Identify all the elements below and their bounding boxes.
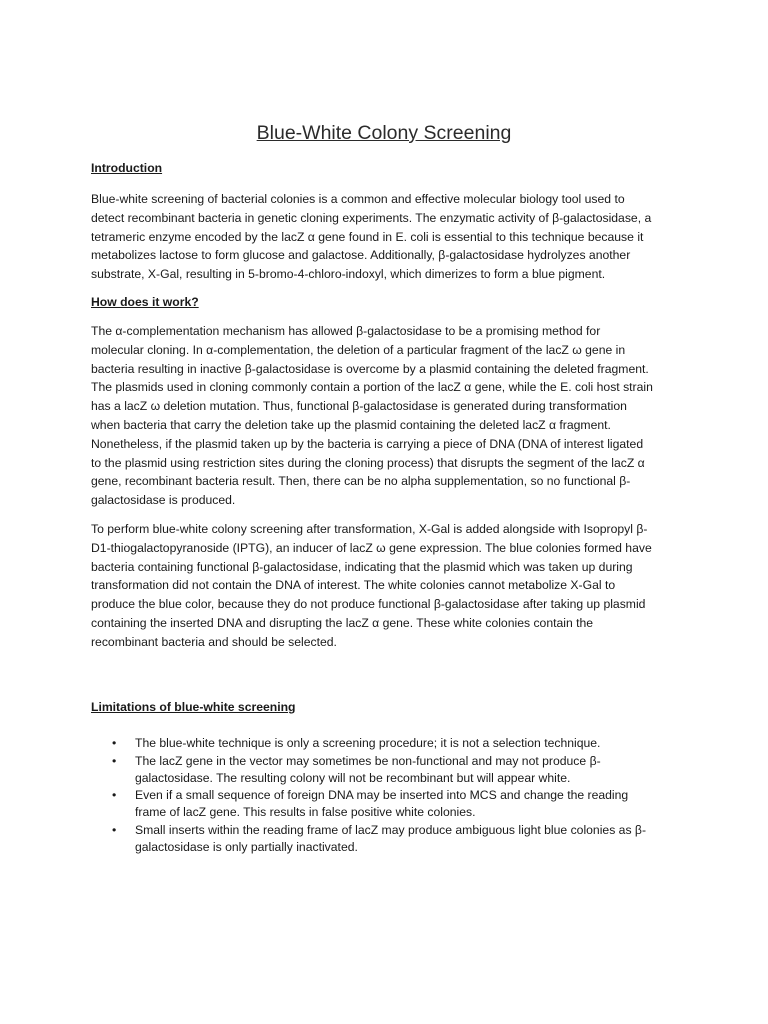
text-line: when bacteria that carry the deletion take up the plasmid containing the deleted lacZ α fragment. — [91, 417, 611, 432]
list-item — [91, 787, 691, 821]
limitations-list — [91, 735, 691, 856]
text-line: has a lacZ ω deletion mutation. Thus, functional β-galactosidase is generated during transformation — [91, 399, 627, 414]
text-line: To perform blue-white colony screening after transformation, X-Gal is added alongside with Isopropyl β- — [91, 522, 648, 536]
list-item — [91, 822, 691, 856]
text-line: The lacZ gene in the vector may sometimes be non-functional and may not produce β- — [135, 753, 601, 768]
text-line: recombinant bacteria and should be selected. — [91, 634, 337, 649]
text-line: gene, recombinant bacteria result. Then, there can be no alpha supplementation, so no functional β- — [91, 474, 631, 489]
list-item — [91, 735, 691, 752]
bullet-icon: • — [112, 822, 117, 837]
text-line: Small inserts within the reading frame of lacZ may produce ambiguous light blue colonies as β- — [135, 822, 647, 837]
list-item — [91, 753, 691, 787]
text-line: transformation did not contain the DNA of interest. The white colonies cannot metabolize X-Gal to — [91, 578, 616, 593]
introduction-paragraph — [91, 190, 681, 284]
text-line: galactosidase is only partially inactivated. — [135, 839, 358, 854]
bullet-icon: • — [112, 736, 117, 750]
how-it-works-paragraph-2 — [91, 520, 681, 652]
section-heading-introduction: Introduction — [91, 161, 163, 175]
text-line: substrate, X-Gal, resulting in 5-bromo-4-chloro-indoxyl, which dimerizes to form a blue pigment. — [91, 267, 606, 282]
text-line: tetrameric enzyme encoded by the lacZ α gene found in E. coli is essential to this technique because it — [91, 229, 644, 244]
text-line: Blue-white screening of bacterial colonies is a common and effective molecular biology tool used to — [91, 192, 625, 206]
text-line: molecular cloning. In α-complementation, the deletion of a particular fragment of the lacZ ω gene in — [91, 342, 626, 357]
text-line: to the plasmid using restriction sites during the cloning process) that disrupts the segment of the lacZ α — [91, 455, 645, 470]
document-title: Blue-White Colony Screening — [256, 122, 512, 144]
text-line: galactosidase. The resulting colony will not be recombinant but will appear white. — [135, 770, 571, 785]
section-heading-limitations: Limitations of blue-white screening — [91, 700, 296, 714]
text-line: galactosidase is produced. — [91, 493, 236, 508]
bullet-icon: • — [112, 788, 117, 802]
how-it-works-paragraph-1 — [91, 322, 681, 510]
text-line: containing the inserted DNA and disrupting the lacZ α gene. These white colonies contain the — [91, 615, 594, 630]
text-line: Even if a small sequence of foreign DNA may be inserted into MCS and change the reading — [135, 788, 629, 802]
text-line: bacteria resulting in inactive β-galactosidase is overcome by a plasmid containing the deleted fragment. — [91, 361, 649, 376]
text-line: bacteria containing functional β-galactosidase, indicating that the plasmid which was taken up during — [91, 559, 633, 574]
section-heading-how-it-works: How does it work? — [91, 295, 199, 309]
text-line: produce the blue color, because they do not produce functional β-galactosidase after taking up plasmid — [91, 597, 646, 612]
text-line: frame of lacZ gene. This results in false positive white colonies. — [135, 805, 476, 819]
text-line: The α-complementation mechanism has allowed β-galactosidase to be a promising method for — [91, 324, 601, 338]
bullet-icon: • — [112, 753, 117, 768]
text-line: D1-thiogalactopyranoside (IPTG), an inducer of lacZ ω gene expression. The blue colonies formed have — [91, 540, 652, 555]
text-line: Nonetheless, if the plasmid taken up by the bacteria is carrying a piece of DNA (DNA of interest ligated — [91, 436, 644, 451]
text-line: detect recombinant bacteria in genetic cloning experiments. The enzymatic activity of β-galactosidase, a — [91, 210, 652, 225]
text-line: metabolizes lactose to form glucose and galactose. Additionally, β-galactosidase hydrolyzes another — [91, 248, 631, 263]
text-line: The plasmids used in cloning commonly contain a portion of the lacZ α gene, while the E. coli host strain — [91, 380, 653, 395]
text-line: The blue-white technique is only a screening procedure; it is not a selection technique. — [135, 736, 601, 750]
